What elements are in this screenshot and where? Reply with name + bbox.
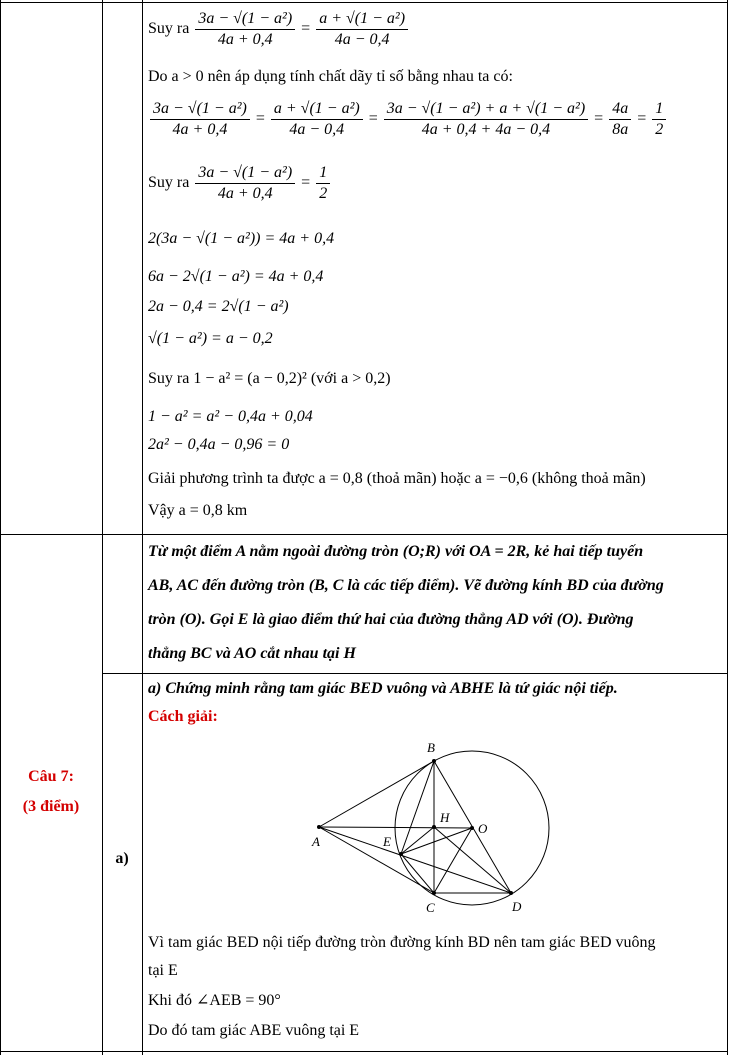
point-c	[432, 891, 436, 895]
label-h: H	[440, 810, 450, 825]
point-d	[509, 891, 513, 895]
question-points: (3 điểm)	[22, 798, 80, 815]
label-c: C	[426, 900, 435, 915]
segment-hd	[434, 827, 511, 893]
label-e: E	[383, 834, 391, 849]
method-heading: Cách giải:	[148, 708, 218, 725]
equation-8: Giải phương trình ta được a = 0,8 (thoả mãn) hoặc a = −0,6 (không thoả mãn)	[148, 470, 646, 487]
equation-7: 2a² − 0,4a − 0,96 = 0	[148, 436, 290, 453]
solution-line-4: Suy ra $\frac{\text{3a − √(1 − a²)}}{4a + 0,4}$ = $\frac{1}{2}$	[148, 164, 332, 203]
table-border-bottom	[0, 1051, 728, 1052]
solution-ratio-chain: $\frac{\text{3a − √(1 − a²)}}{4a + 0,4}$ = $\frac{\text{a + √(1 − a²)}}{4a - 0,4}$ = $\frac{\text{3a − √(1 − a²) + a + √(1 − a²)}}{4a + 0,4 + 4a - 0,4}$ = $\frac{4a}{8a}$ = $\frac{1}{2}$	[148, 100, 668, 139]
statement-line-2: AB, AC đến đường tròn (B, C là các tiếp điểm). Vẽ đường kính BD của đường	[148, 577, 664, 594]
table-border-left	[0, 0, 1, 1055]
segment-ec	[401, 854, 434, 893]
table-border-col1	[102, 0, 103, 1055]
statement-line-4: thẳng BC và AO cắt nhau tại H	[148, 645, 356, 662]
question-label	[0, 762, 102, 822]
table-border-top	[0, 2, 728, 3]
label-b: B	[427, 740, 435, 755]
tangent-ab	[319, 761, 434, 827]
table-border-right	[727, 0, 728, 1055]
solution-a-line-1: Vì tam giác BED nội tiếp đường tròn đường kính BD nên tam giác BED vuông	[148, 934, 656, 951]
equation-9: Vậy a = 0,8 km	[148, 502, 248, 519]
statement-line-3: tròn (O). Gọi E là giao điểm thứ hai của đường thẳng AD với (O). Đường	[148, 611, 634, 628]
segment-ad	[319, 827, 511, 893]
point-a	[317, 825, 321, 829]
segment-oc	[434, 828, 472, 893]
solution-line-2: Do a > 0 nên áp dụng tính chất dãy tỉ số bằng nhau ta có:	[148, 68, 513, 85]
problem-statement	[148, 535, 718, 671]
solution-a-line-3: Khi đó ∠AEB = 90°	[148, 992, 281, 1009]
label-a: A	[312, 834, 320, 849]
geometry-figure	[300, 730, 560, 920]
equation-3: 2a − 0,4 = 2√(1 − a²)	[148, 298, 289, 315]
equation-6: 1 − a² = a² − 0,4a + 0,04	[148, 408, 313, 425]
point-o	[470, 826, 474, 830]
equation-5: Suy ra 1 − a² = (a − 0,2)² (với a > 0,2)	[148, 370, 391, 387]
table-border-col2	[142, 0, 143, 1055]
solution-a-line-2: tại E	[148, 962, 178, 979]
point-b	[432, 759, 436, 763]
point-e	[399, 852, 403, 856]
tangent-ac	[319, 827, 434, 893]
statement-line-1: Từ một điểm A nằm ngoài đường tròn (O;R) với OA = 2R, kẻ hai tiếp tuyến	[148, 543, 644, 560]
equation-2: 6a − 2√(1 − a²) = 4a + 0,4	[148, 268, 324, 285]
label-o: O	[478, 821, 488, 836]
equation-4: √(1 − a²) = a − 0,2	[148, 330, 273, 347]
point-h	[432, 825, 436, 829]
equation-1: 2(3a − √(1 − a²)) = 4a + 0,4	[148, 230, 335, 247]
solution-a-line-4: Do đó tam giác ABE vuông tại E	[148, 1022, 360, 1039]
segment-ao	[319, 827, 472, 828]
table-subrow-divider	[102, 673, 728, 674]
solution-line-1: Suy ra $\frac{\text{3a − √(1 − a²)}}{4a + 0,4}$ = $\frac{\text{a + √(1 − a²)}}{4a - 0,4}$	[148, 10, 410, 49]
label-d: D	[512, 899, 522, 914]
part-a-label: a)	[115, 850, 129, 867]
part-a-task: a) Chứng minh rằng tam giác BED vuông và ABHE là tứ giác nội tiếp.	[148, 680, 618, 697]
question-number: Câu 7:	[28, 768, 74, 785]
